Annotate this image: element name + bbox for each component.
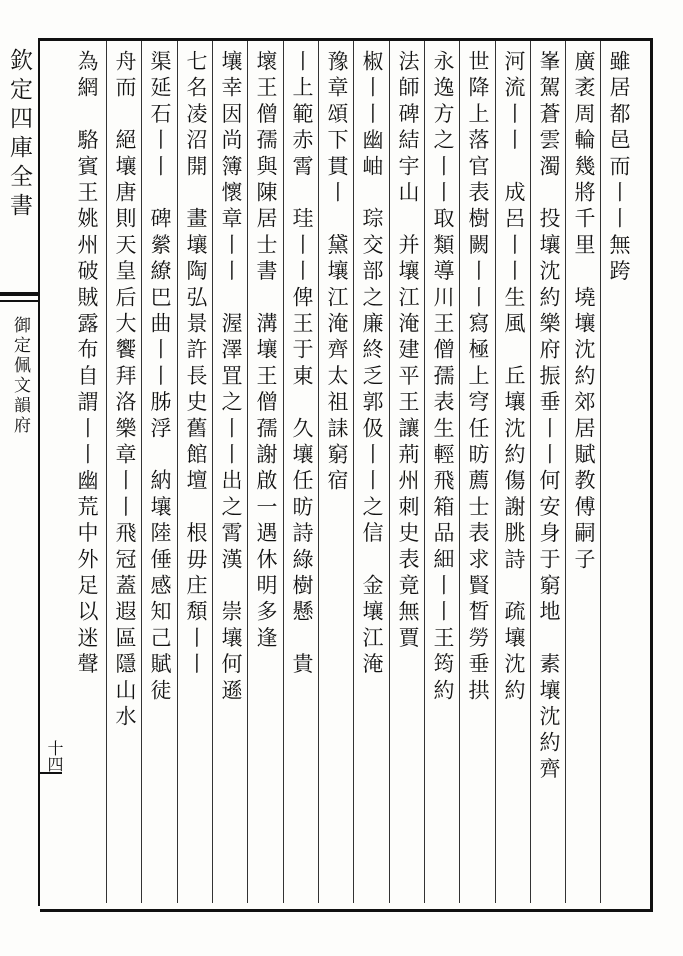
column-rule: [565, 41, 566, 903]
column-rule: [212, 41, 213, 903]
text-column-16: 為網 駱賓王姚州破賊露布自謂丨丨幽荒中外足以迷聲: [75, 50, 99, 679]
text-column-9: 豫章頌下貫丨 黛壤江淹齊太祖誄窮宿: [325, 50, 349, 496]
text-column-7: 法師碑結宇山 并壤江淹建平王讓荊州刺史表竟無賈: [396, 50, 420, 653]
text-column-14: 渠延石丨丨 碑縈繚巴曲丨丨胏浮 納壤陸倕感知己賦徒: [148, 50, 172, 705]
fish-tail-mark: [0, 292, 38, 296]
column-rule: [247, 41, 248, 903]
text-column-1: 雖居都邑而丨丨無跨: [607, 50, 631, 286]
column-rule: [389, 41, 390, 903]
volume-title: 御定佩文韻府: [10, 316, 30, 436]
book-title: 欽定四庫全書: [6, 48, 32, 222]
text-column-3: 峯駕蒼雲濁 投壤沈約樂府振垂丨丨何安身于窮地 素壤沈約齊: [537, 50, 561, 784]
text-column-13: 七名凌沼開 畫壤陶弘景許長史舊館壇 根毋庄頽丨丨: [184, 50, 208, 679]
text-column-2: 廣袤周輪幾將千里 墝壤沈約郊居賦教傅嗣子: [572, 50, 596, 574]
column-rule: [530, 41, 531, 903]
text-column-12: 壤幸因尚簿懷章丨丨 渥澤罝之丨丨出之霄漢 崇壤何遜: [219, 50, 243, 705]
page-number: 十四: [45, 740, 64, 772]
column-rule: [318, 41, 319, 903]
column-rule: [424, 41, 425, 903]
text-column-8: 椒丨丨幽岫 琮交部之廉終乏郭伋丨丨之信 金壤江淹: [360, 50, 384, 679]
column-rule: [177, 41, 178, 903]
column-rule: [141, 41, 142, 903]
column-rule: [495, 41, 496, 903]
column-rule: [106, 41, 107, 903]
text-column-10: 丨上範赤霄 珪丨丨俾王于東 久壤任昉詩綠樹懸 貴: [290, 50, 314, 679]
column-rule: [600, 41, 601, 903]
text-column-6: 永逸方之丨丨取類導川王僧孺表生輕飛箱品細丨丨王筠約: [431, 50, 455, 705]
text-column-15: 舟而 絕壤唐則天皇后大饗拜洛樂章丨丨飛冠蓋遐區隱山水: [113, 50, 137, 732]
column-rule: [353, 41, 354, 903]
text-column-5: 世降上落官表樹闕丨丨寫極上穹任昉薦士表求賢晳勞垂拱: [466, 50, 490, 705]
column-rule: [283, 41, 284, 903]
column-rule: [459, 41, 460, 903]
text-column-11: 壞王僧孺與陳居士書 溝壤王僧孺謝啟一遇休明多逢: [254, 50, 278, 653]
text-column-4: 河流丨丨 成呂丨丨生風 丘壤沈約傷謝朓詩 疏壤沈約: [502, 50, 526, 705]
fish-tail-mark-thin: [0, 300, 38, 302]
